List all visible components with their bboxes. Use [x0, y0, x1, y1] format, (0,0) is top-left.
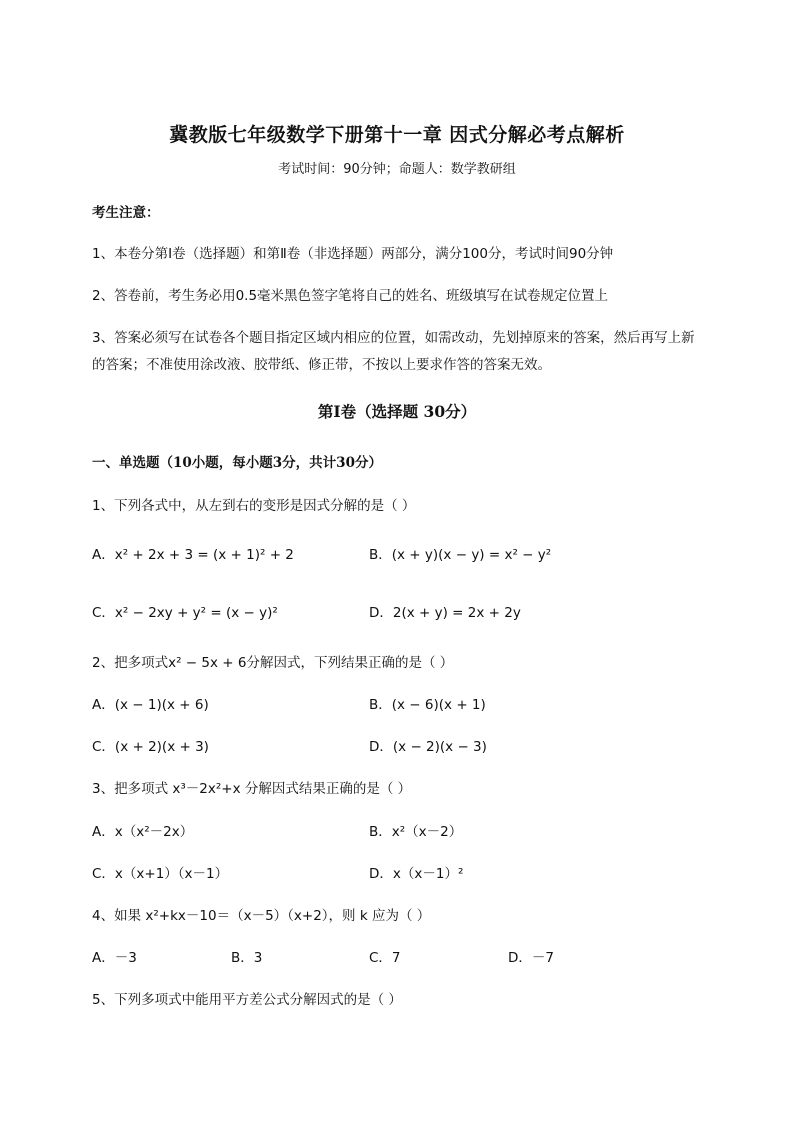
- notice-item-1: 1、本卷分第I卷（选择题）和第Ⅱ卷（非选择题）两部分，满分100分，考试时间90分钟: [92, 246, 614, 262]
- notice-item-2: 2、答卷前，考生务必用0.5毫米黑色签字笔将自己的姓名、班级填写在试卷规定位置上: [92, 288, 609, 304]
- question-4-option-d: D．－7: [508, 950, 554, 966]
- question-3-option-b: B．x²（x－2）: [369, 824, 463, 840]
- question-1-option-a: A．x² + 2x + 3 = (x + 1)² + 2: [92, 547, 294, 563]
- question-1-option-d: D．2(x + y) = 2x + 2y: [369, 605, 521, 621]
- notice-item-3-line-1: 3、答案必须写在试卷各个题目指定区域内相应的位置，如需改动，先划掉原来的答案，然后再写上新: [92, 330, 695, 346]
- question-4-option-b: B．3: [231, 950, 263, 966]
- section-title: 第I卷（选择题 30分）: [317, 402, 477, 421]
- question-4-stem: 4、如果 x²+kx－10＝（x－5）（x+2），则 k 应为（ ）: [92, 908, 431, 924]
- question-4-option-a: A．－3: [92, 950, 137, 966]
- question-2-option-d: D．(x − 2)(x − 3): [369, 739, 487, 755]
- question-2-option-b: B．(x − 6)(x + 1): [369, 697, 486, 713]
- question-2-option-a: A．(x − 1)(x + 6): [92, 697, 209, 713]
- exam-info: 考试时间：90分钟；命题人：数学教研组: [278, 162, 516, 177]
- document-title: 冀教版七年级数学下册第十一章 因式分解必考点解析: [169, 124, 625, 146]
- part-heading: 一、单选题（10小题，每小题3分，共计30分）: [92, 455, 382, 471]
- question-1-option-c: C．x² − 2xy + y² = (x − y)²: [92, 605, 278, 621]
- question-3-option-c: C．x（x+1）（x－1）: [92, 866, 229, 882]
- question-3-option-d: D．x（x－1）²: [369, 866, 464, 882]
- notice-item-3-line-2: 的答案；不准使用涂改液、胶带纸、修正带，不按以上要求作答的答案无效。: [92, 357, 551, 373]
- question-1-option-b: B．(x + y)(x − y) = x² − y²: [369, 547, 552, 563]
- notice-heading: 考生注意：: [92, 205, 160, 221]
- question-4-option-c: C．7: [369, 950, 401, 966]
- question-1-stem: 1、下列各式中，从左到右的变形是因式分解的是（ ）: [92, 498, 416, 514]
- question-3-stem: 3、把多项式 x³－2x²+x 分解因式结果正确的是（ ）: [92, 781, 412, 797]
- question-3-option-a: A．x（x²－2x）: [92, 824, 194, 840]
- question-2-option-c: C．(x + 2)(x + 3): [92, 739, 209, 755]
- question-2-stem: 2、把多项式x² − 5x + 6分解因式，下列结果正确的是（ ）: [92, 655, 454, 671]
- question-5-stem: 5、下列多项式中能用平方差公式分解因式的是（ ）: [92, 992, 402, 1008]
